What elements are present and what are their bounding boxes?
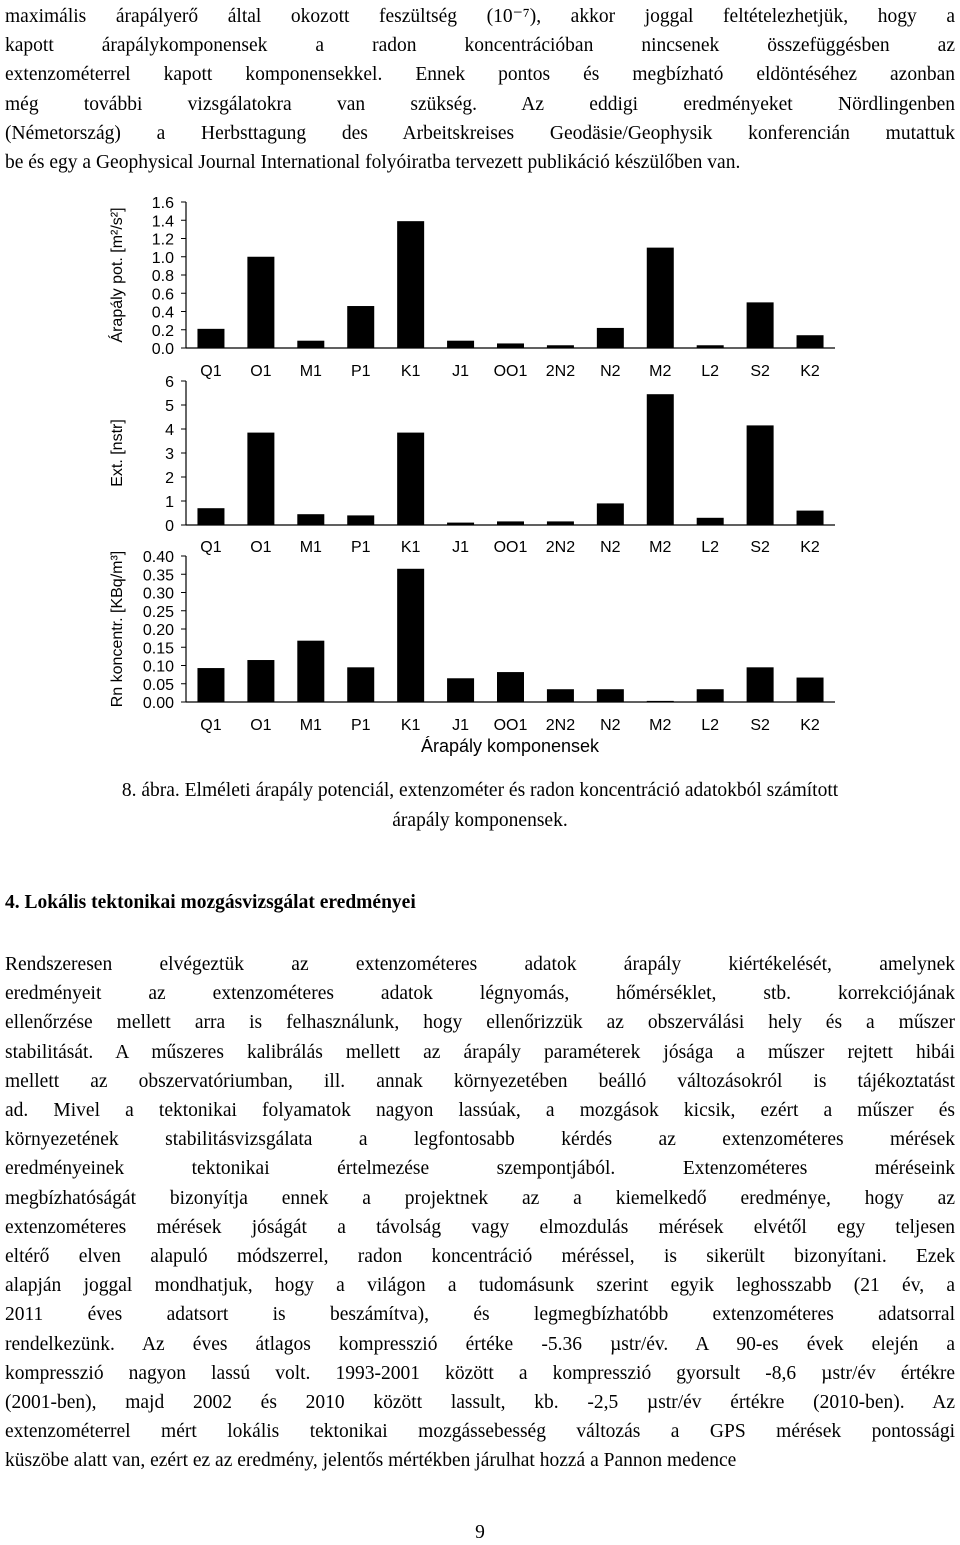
- body-line: alapján joggal mondhatjuk, hogy a világon a tudomásunk szerint egyik leghosszabb (21 év, a: [5, 1275, 955, 1297]
- bar-oo1: [497, 521, 524, 525]
- x-tick-label: L2: [701, 363, 720, 380]
- x-tick-label: L2: [701, 717, 720, 734]
- x-tick-label: S2: [750, 539, 770, 556]
- x-tick-label: 2N2: [545, 363, 576, 380]
- bar-l2: [697, 345, 724, 348]
- tidal-potential-panel: [107, 195, 835, 380]
- bar-m2: [647, 248, 674, 348]
- body-line: stabilitását. A műszeres kalibrálás mellett az árapály paraméterek jósága a műszer rejtett hibái: [5, 1041, 955, 1063]
- bar-k1: [397, 569, 424, 702]
- bar-p1: [347, 306, 374, 348]
- x-tick-label: J1: [452, 717, 470, 734]
- y-tick-label: 0.30: [142, 585, 174, 603]
- y-tick-label: 0.05: [142, 676, 174, 694]
- y-tick-label: 0.20: [142, 622, 174, 639]
- bar-s2: [747, 425, 774, 525]
- x-tick-label: K2: [800, 363, 820, 380]
- x-tick-label: M2: [649, 363, 672, 380]
- body-line: eredményeinek tektonikai értelmezése szempontjából. Extenzométeres méréseink: [5, 1158, 955, 1180]
- x-tick-label: J1: [452, 539, 470, 556]
- body-line: (2001-ben), majd 2002 és 2010 között lassult, kb. -2,5 µstr/év értékre (2010-ben). Az: [5, 1392, 955, 1414]
- page-number: 9: [475, 1522, 485, 1543]
- body-line: extenzométeres mérések jóságát a távolság vagy elmozdulás mérések elvétől egy teljesen: [5, 1216, 955, 1238]
- x-tick-label: N2: [600, 539, 621, 556]
- x-tick-label: 2N2: [545, 539, 576, 556]
- bar-p1: [347, 667, 374, 702]
- x-tick-label: N2: [600, 717, 621, 734]
- y-tick-label: 0: [165, 518, 174, 535]
- body-line: kompresszió nagyon lassú volt. 1993-2001 között a kompresszió gyorsult -8,6 µstr/év értékre: [5, 1362, 955, 1384]
- y-tick-label: 1.0: [151, 249, 174, 267]
- x-tick-label: Q1: [200, 363, 222, 380]
- bar-p1: [347, 515, 374, 525]
- x-tick-label: J1: [452, 363, 470, 380]
- body-line: eredményeit az extenzométeres adatok légnyomás, hőmérséklet, stb. korrekciójának: [5, 983, 955, 1005]
- body-paragraph: [5, 950, 955, 1476]
- y-tick-label: 0.25: [142, 603, 174, 621]
- y-tick-label: 0.8: [151, 268, 174, 285]
- intro-line: kapott árapálykomponensek a radon koncentrációban nincsenek összefüggésben az: [5, 35, 955, 57]
- x-tick-label: P1: [350, 539, 371, 556]
- body-line: Rendszeresen elvégeztük az extenzométeres adatok árapály kiértékelését, amelynek: [5, 954, 955, 975]
- intro-line: maximális árapályerő által okozott feszültség (10⁻⁷), akkor joggal feltételezhetjük, hogy a: [5, 6, 955, 27]
- tidal-components-figure: [100, 188, 840, 758]
- intro-line: még további vizsgálatokra van szükség. Az eddigi eredményeket Nördlingenben: [5, 93, 955, 115]
- y-tick-label: 0.10: [142, 658, 174, 676]
- body-line: eltérő elven alapuló módszerrel, radon koncentráció méréssel, is sikerült bizonyítani. Ezek: [5, 1246, 955, 1268]
- x-tick-label: O1: [250, 363, 272, 380]
- x-tick-label: K1: [400, 539, 421, 556]
- body-line: ad. Mivel a tektonikai folyamatok nagyon lassúak, a mozgások kicsik, ezért a műszer és: [5, 1100, 955, 1122]
- x-tick-label: M1: [299, 363, 322, 380]
- body-line: 2011 éves adatsort is beszámítva), és legmegbízhatóbb extenzométeres adatsorral: [5, 1304, 955, 1326]
- y-tick-label: 0.15: [142, 640, 174, 658]
- x-tick-label: O1: [250, 717, 272, 734]
- bar-oo1: [497, 343, 524, 348]
- x-tick-label: OO1: [493, 363, 528, 380]
- y-tick-label: 1: [165, 494, 174, 511]
- bar-o1: [247, 433, 274, 525]
- bar-m1: [297, 514, 324, 525]
- x-tick-label: K2: [800, 717, 820, 734]
- x-tick-label: S2: [750, 717, 770, 734]
- extensometer-panel: [109, 374, 835, 556]
- bar-j1: [447, 678, 474, 702]
- x-tick-label: M2: [649, 717, 672, 734]
- y-tick-label: 5: [165, 398, 174, 415]
- bar-2n2: [547, 689, 574, 702]
- y-tick-label: 1.2: [151, 231, 174, 249]
- caption-line-1: 8. ábra. Elméleti árapály potenciál, extenzométer és radon koncentráció adatokból számított: [121, 780, 839, 801]
- intro-line: be és egy a Geophysical Journal International folyóiratba tervezett publikáció készülőben van.: [5, 152, 741, 174]
- bar-q1: [197, 329, 224, 348]
- body-line: megbízhatóságát bizonyítja ennek a projektnek az a kiemelkedő eredménye, hogy az: [5, 1187, 955, 1209]
- bar-l2: [697, 518, 724, 525]
- intro-line: extenzométerrel kapott komponensekkel. Ennek pontos és megbízható eldöntéséhez azonban: [5, 64, 955, 86]
- caption-line-2: árapály komponensek.: [392, 809, 568, 831]
- bar-n2: [597, 328, 624, 348]
- bar-k1: [397, 221, 424, 348]
- x-tick-label: M2: [649, 539, 672, 556]
- y-tick-label: 0.35: [142, 567, 174, 585]
- x-tick-label: OO1: [493, 717, 528, 734]
- y-tick-label: 3: [165, 446, 174, 463]
- bar-k2: [797, 678, 824, 702]
- intro-line: (Németország) a Herbsttagung des Arbeitskreises Geodäsie/Geophysik konferencián mutattuk: [5, 122, 955, 144]
- figure-x-axis-label: Árapály komponensek: [420, 736, 600, 756]
- y-tick-label: 1.4: [151, 213, 174, 231]
- body-line: ellenőrzése mellett arra is felhasználunk, hogy ellenőrizzük az obszerválási hely és a műszer: [5, 1012, 955, 1034]
- bar-m1: [297, 341, 324, 348]
- bar-s2: [747, 302, 774, 348]
- x-tick-label: P1: [350, 717, 371, 734]
- x-tick-label: N2: [600, 363, 621, 380]
- bar-o1: [247, 660, 274, 702]
- x-tick-label: OO1: [493, 539, 528, 556]
- y-tick-label: 1.6: [151, 195, 174, 212]
- bar-k2: [797, 335, 824, 348]
- x-tick-label: M1: [299, 717, 322, 734]
- y-tick-label: 6: [165, 374, 174, 391]
- y-tick-label: 0.40: [142, 549, 174, 566]
- y-tick-label: 0.2: [151, 322, 174, 340]
- x-tick-label: Q1: [200, 717, 222, 734]
- bar-m2: [647, 701, 674, 702]
- x-tick-label: K1: [400, 717, 421, 734]
- y-tick-label: 0.6: [151, 286, 174, 304]
- bar-s2: [747, 667, 774, 702]
- y-tick-label: 0.4: [151, 304, 174, 322]
- bar-n2: [597, 689, 624, 702]
- body-line: extenzométerrel mért lokális tektonikai mozgássebesség változás a GPS mérések pontossági: [5, 1421, 955, 1443]
- bar-q1: [197, 508, 224, 525]
- x-tick-label: K1: [400, 363, 421, 380]
- x-tick-label: S2: [750, 363, 770, 380]
- x-tick-label: L2: [701, 539, 720, 556]
- bar-oo1: [497, 672, 524, 702]
- bar-k2: [797, 511, 824, 525]
- bar-n2: [597, 503, 624, 525]
- figure-caption: [0, 776, 960, 835]
- bar-k1: [397, 433, 424, 525]
- y-axis-label: Árapály pot. [m²/s²]: [109, 207, 126, 343]
- bar-2n2: [547, 345, 574, 348]
- section-heading: 4. Lokális tektonikai mozgásvizsgálat eredményei: [5, 892, 416, 913]
- bar-j1: [447, 523, 474, 525]
- intro-paragraph: [5, 2, 955, 177]
- x-tick-label: K2: [800, 539, 820, 556]
- y-tick-label: 2: [165, 470, 174, 487]
- bar-o1: [247, 257, 274, 348]
- body-line: küszöbe alatt van, ezért ez az eredmény, jelentős mértékben járulhat hozzá a Pannon medence: [5, 1450, 737, 1472]
- bar-j1: [447, 341, 474, 348]
- bar-q1: [197, 668, 224, 702]
- y-tick-label: 4: [165, 422, 174, 439]
- y-axis-label: Rn koncentr. [KBq/m³]: [109, 550, 126, 708]
- x-tick-label: P1: [350, 363, 371, 380]
- x-tick-label: O1: [250, 539, 272, 556]
- y-axis-label: Ext. [nstr]: [109, 419, 126, 487]
- bar-2n2: [547, 521, 574, 525]
- x-tick-label: Q1: [200, 539, 222, 556]
- y-tick-label: 0.00: [142, 695, 174, 712]
- body-line: mellett az obszervatóriumban, ill. annak környezetében beálló változásokról is tájékoztatást: [5, 1070, 955, 1092]
- bar-l2: [697, 689, 724, 702]
- body-line: rendelkezünk. Az éves átlagos kompresszió értéke -5.36 µstr/év. A 90-es évek elején a: [5, 1333, 955, 1355]
- bar-m1: [297, 641, 324, 702]
- x-tick-label: 2N2: [545, 717, 576, 734]
- radon-panel: [109, 549, 835, 734]
- body-line: környezetének stabilitásvizsgálata a legfontosabb kérdés az extenzométeres mérések: [5, 1129, 955, 1151]
- y-tick-label: 0.0: [151, 341, 174, 358]
- bar-m2: [647, 394, 674, 525]
- x-tick-label: M1: [299, 539, 322, 556]
